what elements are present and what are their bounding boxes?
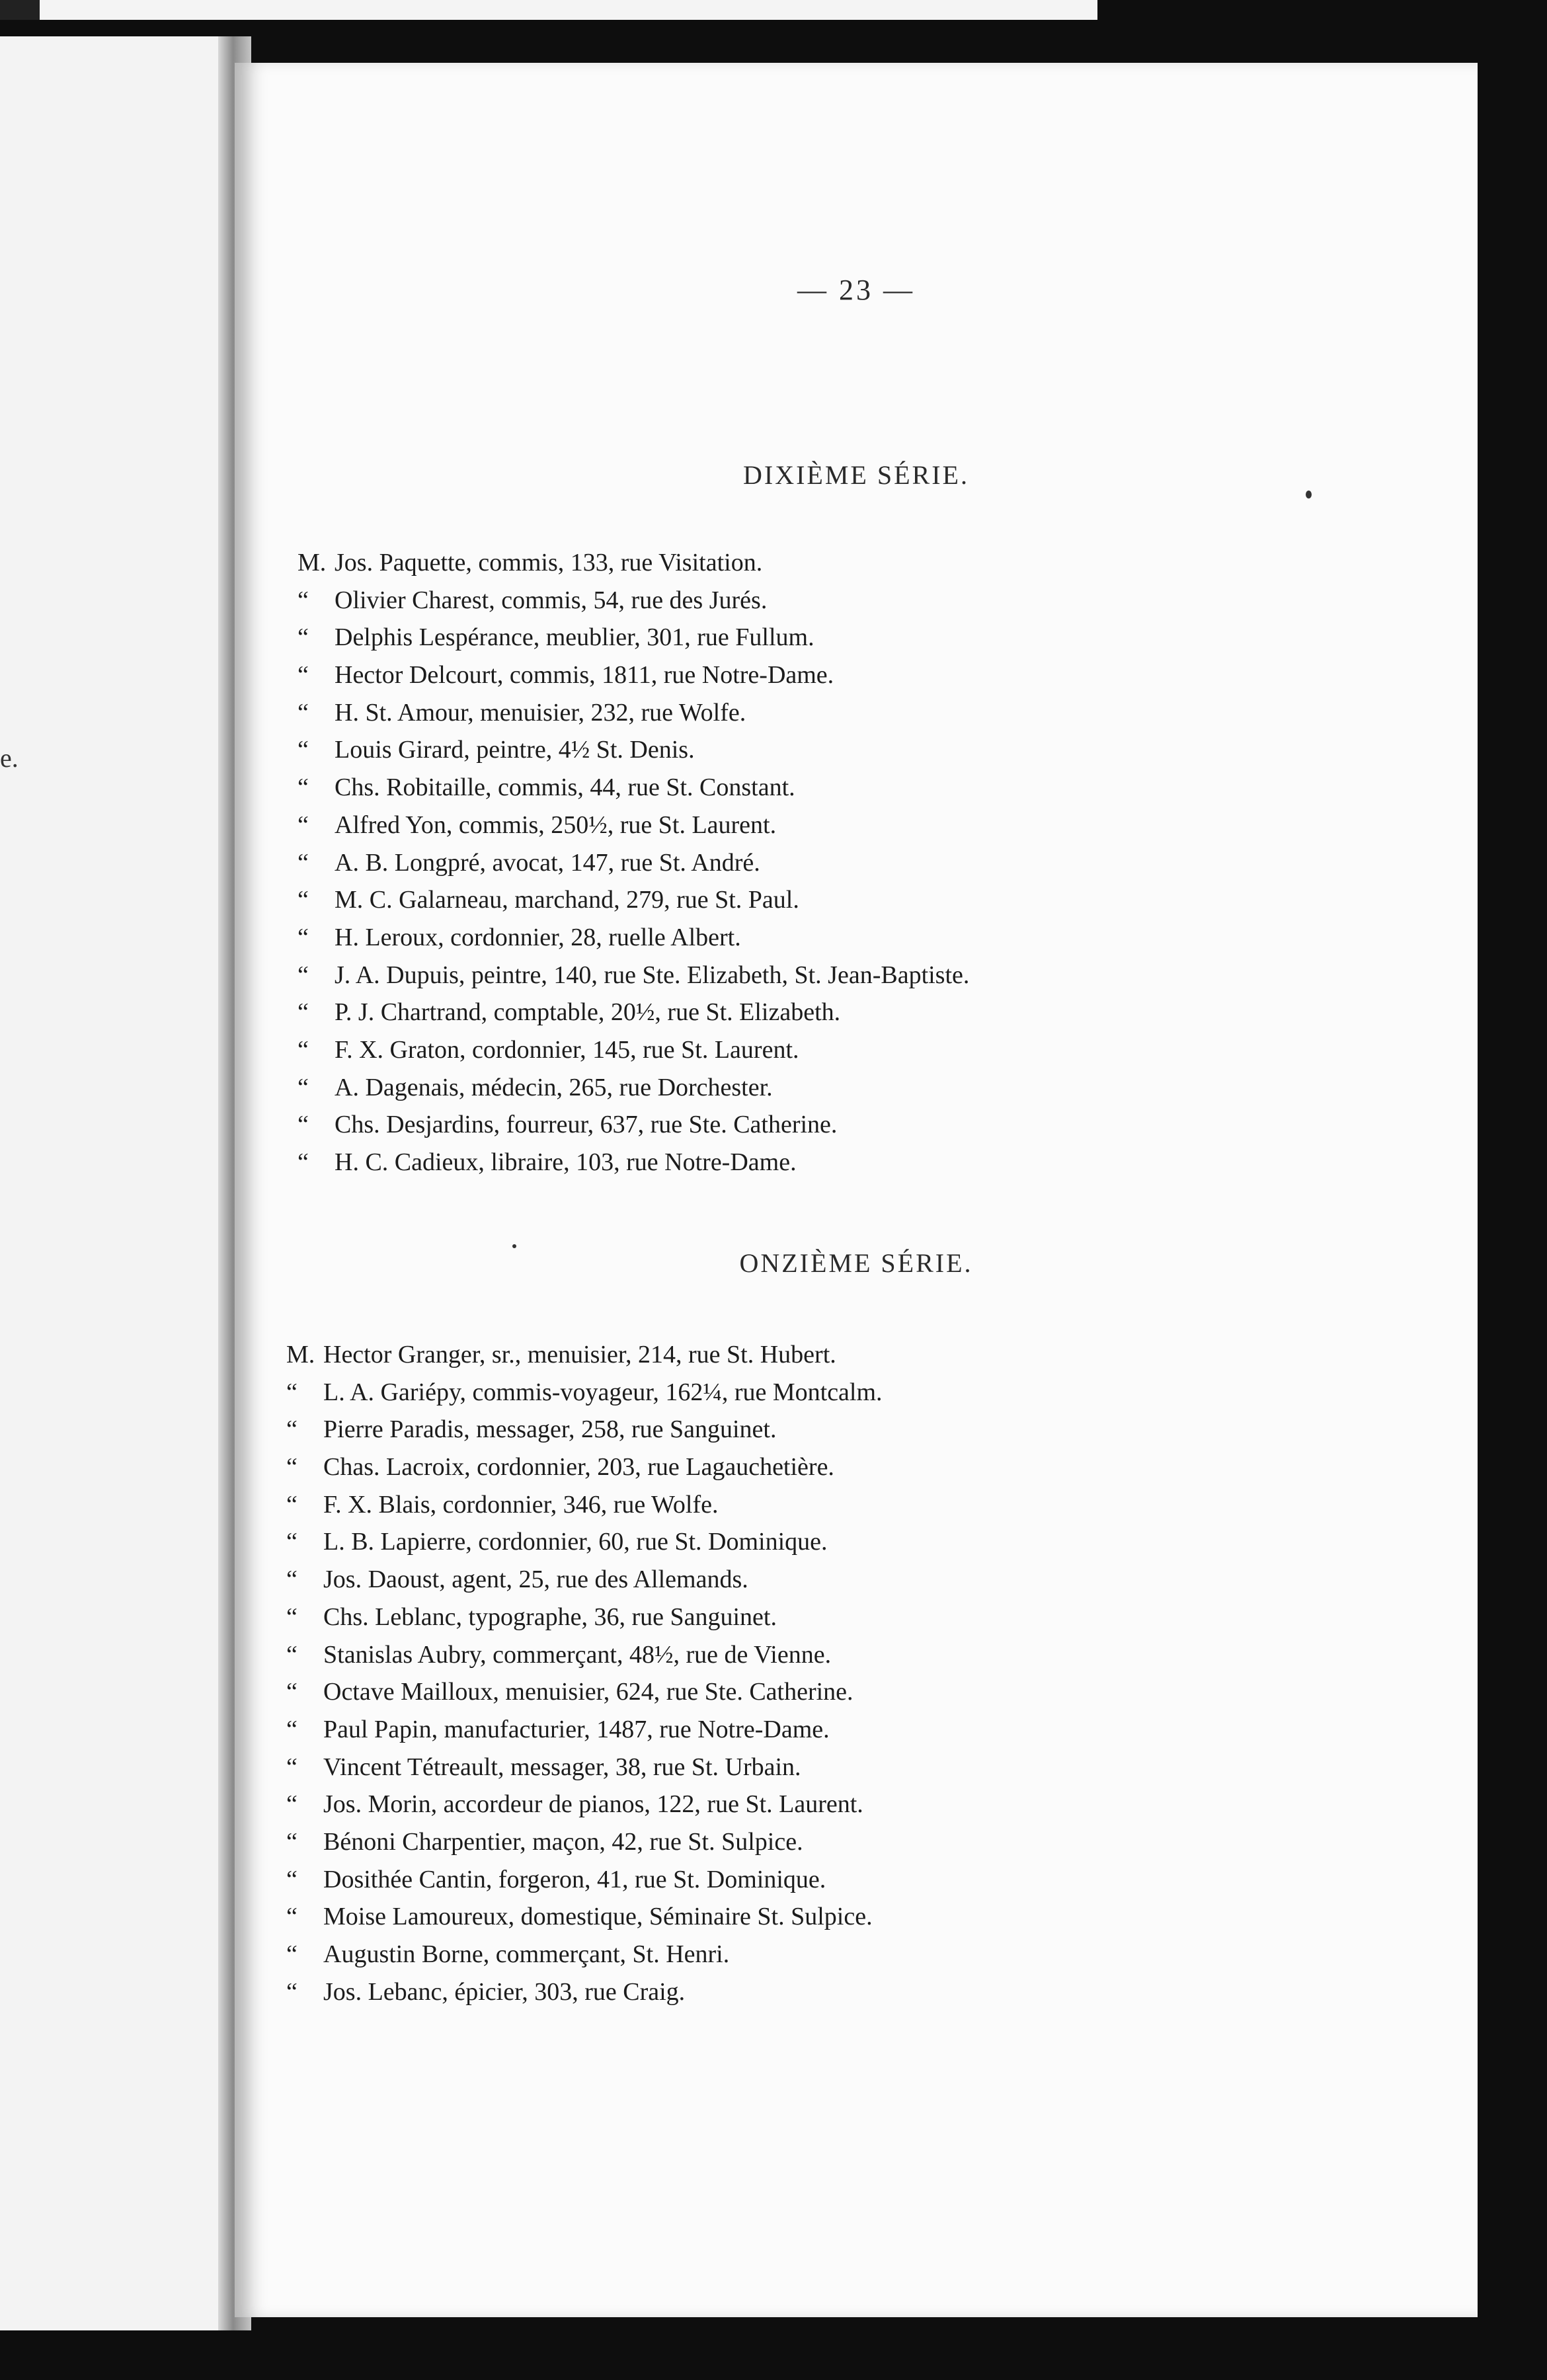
entry-text: Jos. Daoust, agent, 25, rue des Allemands. xyxy=(323,1566,748,1594)
entry-mark: “ xyxy=(298,736,309,764)
entry-text: Chs. Robitaille, commis, 44, rue St. Constant. xyxy=(335,774,795,802)
entry-mark: “ xyxy=(286,1940,298,1968)
list-item xyxy=(298,881,969,919)
entry-text: L. A. Gariépy, commis-voyageur, 162¼, rue Montcalm. xyxy=(323,1378,883,1406)
list-item xyxy=(298,1031,969,1069)
list-item xyxy=(298,957,969,994)
entry-mark: “ xyxy=(298,1111,309,1139)
series-list-onzieme xyxy=(286,1336,883,2010)
entry-mark: “ xyxy=(286,1790,298,1819)
entry-mark: “ xyxy=(298,923,309,951)
entry-mark: M. xyxy=(298,549,327,576)
entry-mark: “ xyxy=(298,1073,309,1101)
list-item xyxy=(298,656,969,694)
ink-speck xyxy=(1306,491,1312,498)
list-item xyxy=(298,582,969,619)
list-item xyxy=(286,1861,883,1899)
document-page xyxy=(235,63,1478,2317)
series-title-dixieme: DIXIÈME SÉRIE. xyxy=(743,460,969,490)
series-title-onzieme: ONZIÈME SÉRIE. xyxy=(739,1248,973,1278)
list-item xyxy=(298,731,969,769)
entry-mark: “ xyxy=(286,1753,298,1781)
entry-text: Jos. Morin, accordeur de pianos, 122, rue St. Laurent. xyxy=(323,1790,863,1819)
list-item xyxy=(286,1973,883,2011)
list-item xyxy=(286,1749,883,1786)
entry-mark: “ xyxy=(286,1715,298,1743)
entry-text: F. X. Graton, cordonnier, 145, rue St. Laurent. xyxy=(335,1035,799,1064)
entry-mark: “ xyxy=(298,848,309,877)
entry-text: L. B. Lapierre, cordonnier, 60, rue St. Dominique. xyxy=(323,1528,828,1556)
list-item xyxy=(286,1448,883,1486)
entry-text: Hector Delcourt, commis, 1811, rue Notre-Dame. xyxy=(335,661,834,690)
entry-mark: “ xyxy=(286,1566,298,1594)
entry-text: Bénoni Charpentier, maçon, 42, rue St. Sulpice. xyxy=(323,1827,803,1856)
entry-mark: “ xyxy=(298,698,309,727)
list-item xyxy=(286,1636,883,1674)
entry-text: Chs. Desjardins, fourreur, 637, rue Ste. Catherine. xyxy=(335,1111,838,1139)
list-item xyxy=(298,769,969,807)
list-item xyxy=(298,994,969,1031)
page-number: — 23 — xyxy=(797,274,915,306)
entry-text: Alfred Yon, commis, 250½, rue St. Laurent. xyxy=(335,811,777,839)
entry-text: Stanislas Aubry, commerçant, 48½, rue de Vienne. xyxy=(323,1640,832,1669)
list-item xyxy=(286,1936,883,1973)
list-item xyxy=(298,807,969,844)
entry-mark: M. xyxy=(286,1341,315,1368)
entry-mark: “ xyxy=(286,1865,298,1893)
entry-mark: “ xyxy=(286,1827,298,1856)
entry-mark: “ xyxy=(286,1603,298,1631)
entry-text: Jos. Paquette, commis, 133, rue Visitation. xyxy=(335,549,763,576)
list-item xyxy=(286,1898,883,1936)
entry-text: J. A. Dupuis, peintre, 140, rue Ste. Elizabeth, St. Jean-Baptiste. xyxy=(335,961,970,989)
series-list-dixieme xyxy=(298,544,969,1181)
entry-text: Hector Granger, sr., menuisier, 214, rue St. Hubert. xyxy=(323,1341,836,1368)
entry-mark: “ xyxy=(298,661,309,690)
entry-mark: “ xyxy=(298,961,309,989)
entry-mark: “ xyxy=(286,1490,298,1519)
entry-text: Paul Papin, manufacturier, 1487, rue Notre-Dame. xyxy=(323,1715,830,1743)
entry-text: M. C. Galarneau, marchand, 279, rue St. Paul. xyxy=(335,886,799,914)
scan-notch xyxy=(0,0,40,20)
entry-text: Olivier Charest, commis, 54, rue des Jurés. xyxy=(335,586,768,614)
entry-text: Moise Lamoureux, domestique, Séminaire St. Sulpice. xyxy=(323,1903,873,1931)
entry-mark: “ xyxy=(298,774,309,802)
entry-mark: “ xyxy=(286,1528,298,1556)
list-item xyxy=(286,1336,883,1374)
list-item xyxy=(286,1561,883,1599)
list-item xyxy=(286,1786,883,1823)
entry-text: H. St. Amour, menuisier, 232, rue Wolfe. xyxy=(335,698,746,727)
list-item xyxy=(298,1069,969,1107)
list-item xyxy=(286,1823,883,1861)
entry-text: Augustin Borne, commerçant, St. Henri. xyxy=(323,1940,730,1968)
entry-mark: “ xyxy=(286,1678,298,1706)
list-item xyxy=(298,1106,969,1144)
list-item xyxy=(286,1673,883,1711)
list-item xyxy=(298,844,969,882)
entry-mark: “ xyxy=(286,1640,298,1669)
top-paper-strip xyxy=(0,0,1097,20)
entry-mark: “ xyxy=(286,1378,298,1406)
entry-mark: “ xyxy=(298,1035,309,1064)
list-item xyxy=(286,1523,883,1561)
list-item xyxy=(286,1599,883,1636)
entry-mark: “ xyxy=(298,998,309,1027)
entry-mark: “ xyxy=(286,1453,298,1482)
entry-text: A. Dagenais, médecin, 265, rue Dorchester. xyxy=(335,1073,773,1101)
list-item xyxy=(298,1144,969,1181)
entry-mark: “ xyxy=(286,1903,298,1931)
entry-text: Jos. Lebanc, épicier, 303, rue Craig. xyxy=(323,1977,686,2006)
entry-text: Dosithée Cantin, forgeron, 41, rue St. Dominique. xyxy=(323,1865,826,1893)
entry-text: Chas. Lacroix, cordonnier, 203, rue Lagauchetière. xyxy=(323,1453,834,1482)
list-item xyxy=(298,619,969,656)
left-facing-page xyxy=(0,36,231,2330)
entry-text: F. X. Blais, cordonnier, 346, rue Wolfe. xyxy=(323,1490,719,1519)
entry-mark: “ xyxy=(286,1415,298,1444)
entry-text: Chs. Leblanc, typographe, 36, rue Sanguinet. xyxy=(323,1603,777,1631)
entry-mark: “ xyxy=(298,1148,309,1176)
entry-text: H. Leroux, cordonnier, 28, ruelle Albert. xyxy=(335,923,741,951)
entry-mark: “ xyxy=(298,623,309,652)
entry-text: H. C. Cadieux, libraire, 103, rue Notre-Dame. xyxy=(335,1148,797,1176)
list-item xyxy=(298,544,969,582)
page-content xyxy=(235,63,1478,2317)
entry-mark: “ xyxy=(298,811,309,839)
entry-text: P. J. Chartrand, comptable, 20½, rue St. Elizabeth. xyxy=(335,998,841,1027)
list-item xyxy=(286,1486,883,1524)
list-item xyxy=(286,1711,883,1749)
list-item xyxy=(286,1374,883,1411)
entry-mark: “ xyxy=(298,886,309,914)
entry-mark: “ xyxy=(286,1977,298,2006)
entry-mark: “ xyxy=(298,586,309,614)
entry-text: Vincent Tétreault, messager, 38, rue St. Urbain. xyxy=(323,1753,801,1781)
entry-text: Pierre Paradis, messager, 258, rue Sanguinet. xyxy=(323,1415,777,1444)
entry-text: Octave Mailloux, menuisier, 624, rue Ste. Catherine. xyxy=(323,1678,853,1706)
ink-speck xyxy=(512,1244,516,1248)
list-item xyxy=(298,694,969,732)
left-page-fragment: e. xyxy=(0,743,19,773)
entry-text: A. B. Longpré, avocat, 147, rue St. André. xyxy=(335,848,760,877)
list-item xyxy=(298,919,969,957)
list-item xyxy=(286,1411,883,1448)
entry-text: Delphis Lespérance, meublier, 301, rue Fullum. xyxy=(335,623,814,652)
entry-text: Louis Girard, peintre, 4½ St. Denis. xyxy=(335,736,695,764)
